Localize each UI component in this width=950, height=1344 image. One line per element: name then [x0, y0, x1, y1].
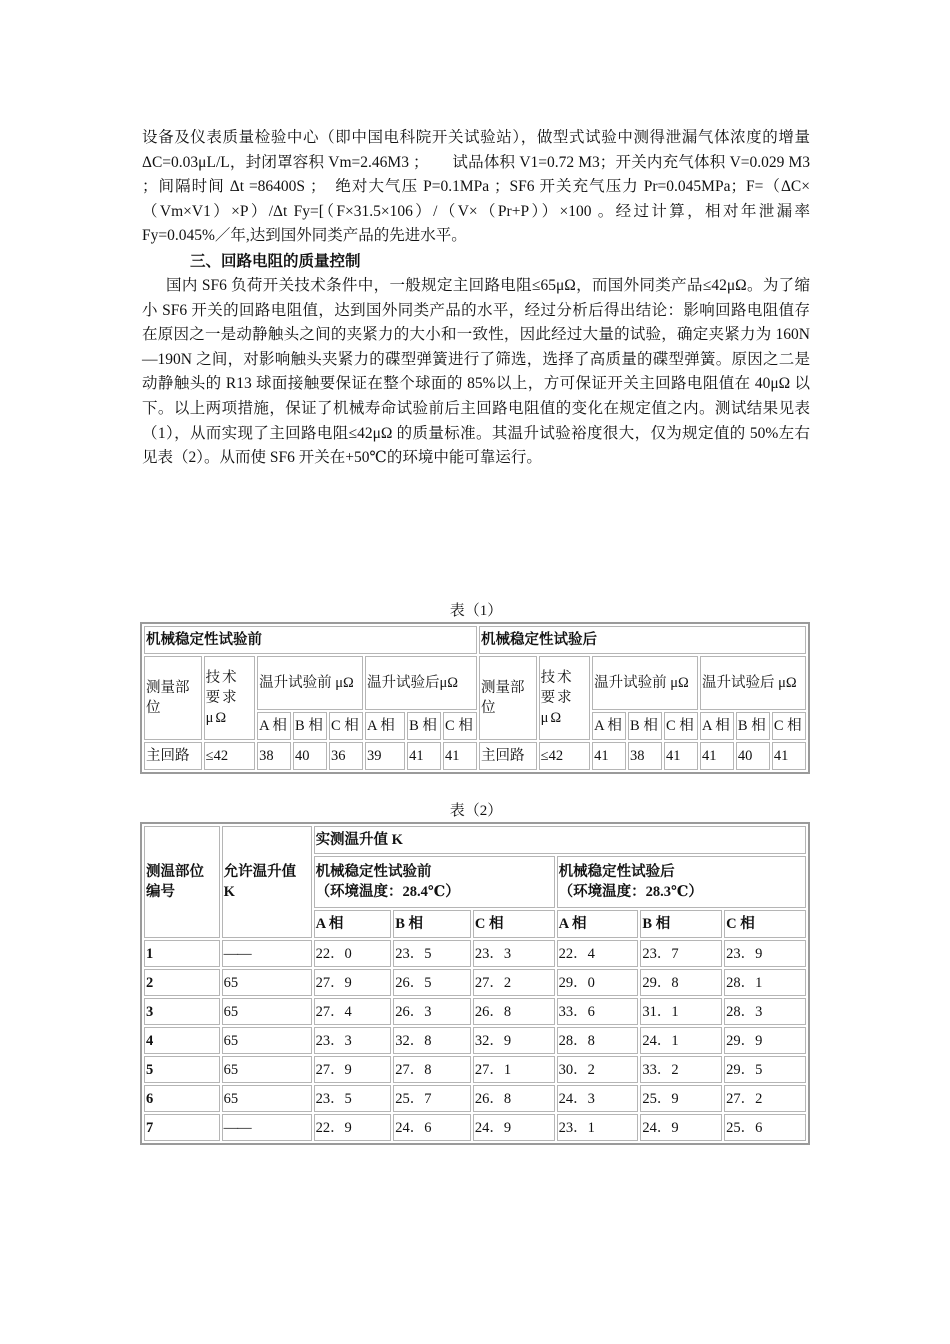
table-cell: 30．2	[557, 1056, 639, 1083]
phase-b-header: B 相	[393, 910, 471, 938]
table1-location-header: 测量部位	[479, 656, 537, 740]
table-cell: 27．9	[314, 969, 392, 996]
table-cell: 26．8	[473, 998, 555, 1025]
table-cell: 36	[329, 742, 363, 770]
table-cell: 24．9	[640, 1114, 722, 1141]
phase-b-header: B 相	[736, 712, 770, 740]
table1-tech-header: 技术要求μΩ	[539, 656, 590, 740]
table-cell: 27．4	[314, 998, 392, 1025]
phase-a-header: A 相	[700, 712, 734, 740]
table-cell: 26．3	[393, 998, 471, 1025]
table-cell: 28．3	[724, 998, 806, 1025]
table1-location: 主回路	[479, 742, 537, 770]
table-cell: 40	[736, 742, 770, 770]
table-cell: 24．9	[473, 1114, 555, 1141]
phase-c-header: C 相	[724, 910, 806, 938]
table-cell: 23．5	[393, 940, 471, 967]
allow-value: ——	[222, 1114, 312, 1141]
allow-value: 65	[222, 1056, 312, 1083]
table-cell: 24．1	[640, 1027, 722, 1054]
row-id: 6	[144, 1085, 220, 1112]
table-cell: 33．6	[557, 998, 639, 1025]
phase-c-header: C 相	[664, 712, 698, 740]
table-cell: 25．9	[640, 1085, 722, 1112]
table-cell: 23．3	[473, 940, 555, 967]
table2-allow-header: 允许温升值 K	[222, 826, 312, 938]
allow-value: 65	[222, 1085, 312, 1112]
table-cell: 23．5	[314, 1085, 392, 1112]
row-id: 5	[144, 1056, 220, 1083]
table-cell: 26．8	[473, 1085, 555, 1112]
phase-b-header: B 相	[407, 712, 441, 740]
phase-a-header: A 相	[314, 910, 392, 938]
table2-location-header: 测温部位编号	[144, 826, 220, 938]
table-cell: 29．8	[640, 969, 722, 996]
table-cell: 24．3	[557, 1085, 639, 1112]
table1-tech-value: ≤42	[204, 742, 255, 770]
table-cell: 22．9	[314, 1114, 392, 1141]
table-cell: 24．6	[393, 1114, 471, 1141]
table-cell: 41	[700, 742, 734, 770]
table-cell: 39	[365, 742, 405, 770]
table1-caption: 表（1）	[449, 603, 503, 619]
phase-a-header: A 相	[592, 712, 626, 740]
table2-caption: 表（2）	[449, 803, 503, 819]
phase-b-header: B 相	[628, 712, 662, 740]
table-cell: 38	[628, 742, 662, 770]
table-cell: 27．8	[393, 1056, 471, 1083]
table-cell: 31．1	[640, 998, 722, 1025]
table-cell: 40	[293, 742, 327, 770]
allow-value: 65	[222, 969, 312, 996]
table-row	[144, 969, 806, 996]
table-cell: 32．8	[393, 1027, 471, 1054]
table-cell: 23．9	[724, 940, 806, 967]
phase-a-header: A 相	[257, 712, 291, 740]
table-cell: 41	[407, 742, 441, 770]
table2-after-env: （环境温度：28.3℃）	[558, 884, 703, 900]
row-id: 7	[144, 1114, 220, 1141]
table2-after-title: 机械稳定性试验后	[558, 864, 675, 880]
table2-before-header	[314, 856, 555, 908]
table-row	[144, 1027, 806, 1054]
table-cell: 25．7	[393, 1085, 471, 1112]
phase-c-header: C 相	[772, 712, 806, 740]
allow-value: ——	[222, 940, 312, 967]
phase-b-header: B 相	[293, 712, 327, 740]
table-cell: 41	[443, 742, 477, 770]
row-id: 4	[144, 1027, 220, 1054]
table1-tech-value: ≤42	[539, 742, 590, 770]
table-cell: 29．9	[724, 1027, 806, 1054]
table1-temp-after-header: 温升试验后μΩ	[365, 656, 477, 710]
table-cell: 22．4	[557, 940, 639, 967]
table-row	[144, 1056, 806, 1083]
paragraph-circuit-resistance: 国内 SF6 负荷开关技术条件中，一般规定主回路电阻≤65μΩ，而国外同类产品≤42μΩ。为了缩小 SF6 开关的回路电阻值，达到国外同类产品的水平，经过分析后得出结论：影响回路电阻值存在原因之一是动静触头之间的夹紧力的大小和一致性，因此经过大量的试验，确定夹紧力为 160N—190N 之间，对影响触头夹紧力的碟型弹簧进行了筛选，选择了高质量的碟型弹簧。原因之二是动静触头的 R13 球面接触要保证在整个球面的 85%以上，方可保证开关主回路电阻值在 40μΩ 以下。以上两项措施，保证了机械寿命试验前后主回路电阻值的变化在规定值之内。测试结果见表（1），从而实现了主回路电阻≤42μΩ 的质量标准。其温升试验裕度很大，仅为规定值的 50%左右见表（2）。从而使 SF6 开关在+50℃的环境中能可靠运行。	[142, 277, 810, 467]
table-cell: 41	[664, 742, 698, 770]
phase-c-header: C 相	[473, 910, 555, 938]
table-row	[144, 940, 806, 967]
table-row	[144, 742, 806, 770]
table-cell: 41	[772, 742, 806, 770]
table2-temperature-rise	[140, 822, 810, 1145]
allow-value: 65	[222, 1027, 312, 1054]
table1-location-header: 测量部位	[144, 656, 202, 740]
table-cell: 27．2	[724, 1085, 806, 1112]
phase-c-header: C 相	[329, 712, 363, 740]
table1-tech-header: 技术要求μΩ	[204, 656, 255, 740]
row-id: 1	[144, 940, 220, 967]
table1-temp-after-header: 温升试验后 μΩ	[700, 656, 806, 710]
table-cell: 29．0	[557, 969, 639, 996]
table-cell: 22．0	[314, 940, 392, 967]
table-cell: 23．7	[640, 940, 722, 967]
table1-temp-before-header: 温升试验前 μΩ	[592, 656, 698, 710]
phase-b-header: B 相	[640, 910, 722, 938]
table2-before-title: 机械稳定性试验前	[315, 864, 432, 880]
table-cell: 38	[257, 742, 291, 770]
table-cell: 32．9	[473, 1027, 555, 1054]
table-row	[144, 1085, 806, 1112]
table-cell: 28．8	[557, 1027, 639, 1054]
allow-value: 65	[222, 998, 312, 1025]
phase-a-header: A 相	[557, 910, 639, 938]
section-heading-circuit-resistance: 三、回路电阻的质量控制	[190, 253, 361, 270]
table2-measured-header: 实测温升值 K	[314, 826, 806, 854]
table1-after-header: 机械稳定性试验后	[479, 626, 806, 654]
table1-location: 主回路	[144, 742, 202, 770]
table2-after-header	[557, 856, 806, 908]
table-cell: 23．1	[557, 1114, 639, 1141]
table-cell: 27．9	[314, 1056, 392, 1083]
table-cell: 33．2	[640, 1056, 722, 1083]
table-cell: 26．5	[393, 969, 471, 996]
table-cell: 27．1	[473, 1056, 555, 1083]
table-cell: 23．3	[314, 1027, 392, 1054]
table-cell: 25．6	[724, 1114, 806, 1141]
table2-before-env: （环境温度：28.4℃）	[315, 884, 460, 900]
phase-a-header: A 相	[365, 712, 405, 740]
table-cell: 29．5	[724, 1056, 806, 1083]
table-cell: 41	[592, 742, 626, 770]
paragraph-leak-test: 设备及仪表质量检验中心（即中国电科院开关试验站），做型式试验中测得泄漏气体浓度的增量ΔC=0.03μL/L，封闭罩容积 Vm=2.46M3 ； 试品体积 V1=0.72 M3；开关内充气体积 V=0.029 M3 ；间隔时间 Δt =86400S ； 绝对大气压 P=0.1MPa ；SF6 开关充气压力 Pr=0.045MPa；F=（ΔC×（Vm×V1）×P）/Δt Fy=[（F×31.5×106）/（V×（Pr+P））×100 。经过计算，相对年泄漏率 Fy=0.045%／年,达到国外同类产品的先进水平。	[142, 129, 810, 245]
table1-resistance	[140, 622, 810, 774]
table-row	[144, 998, 806, 1025]
table1-before-header: 机械稳定性试验前	[144, 626, 477, 654]
table-cell: 28．1	[724, 969, 806, 996]
table-cell: 27．2	[473, 969, 555, 996]
row-id: 2	[144, 969, 220, 996]
phase-c-header: C 相	[443, 712, 477, 740]
table1-temp-before-header: 温升试验前 μΩ	[257, 656, 363, 710]
table-row	[144, 1114, 806, 1141]
row-id: 3	[144, 998, 220, 1025]
